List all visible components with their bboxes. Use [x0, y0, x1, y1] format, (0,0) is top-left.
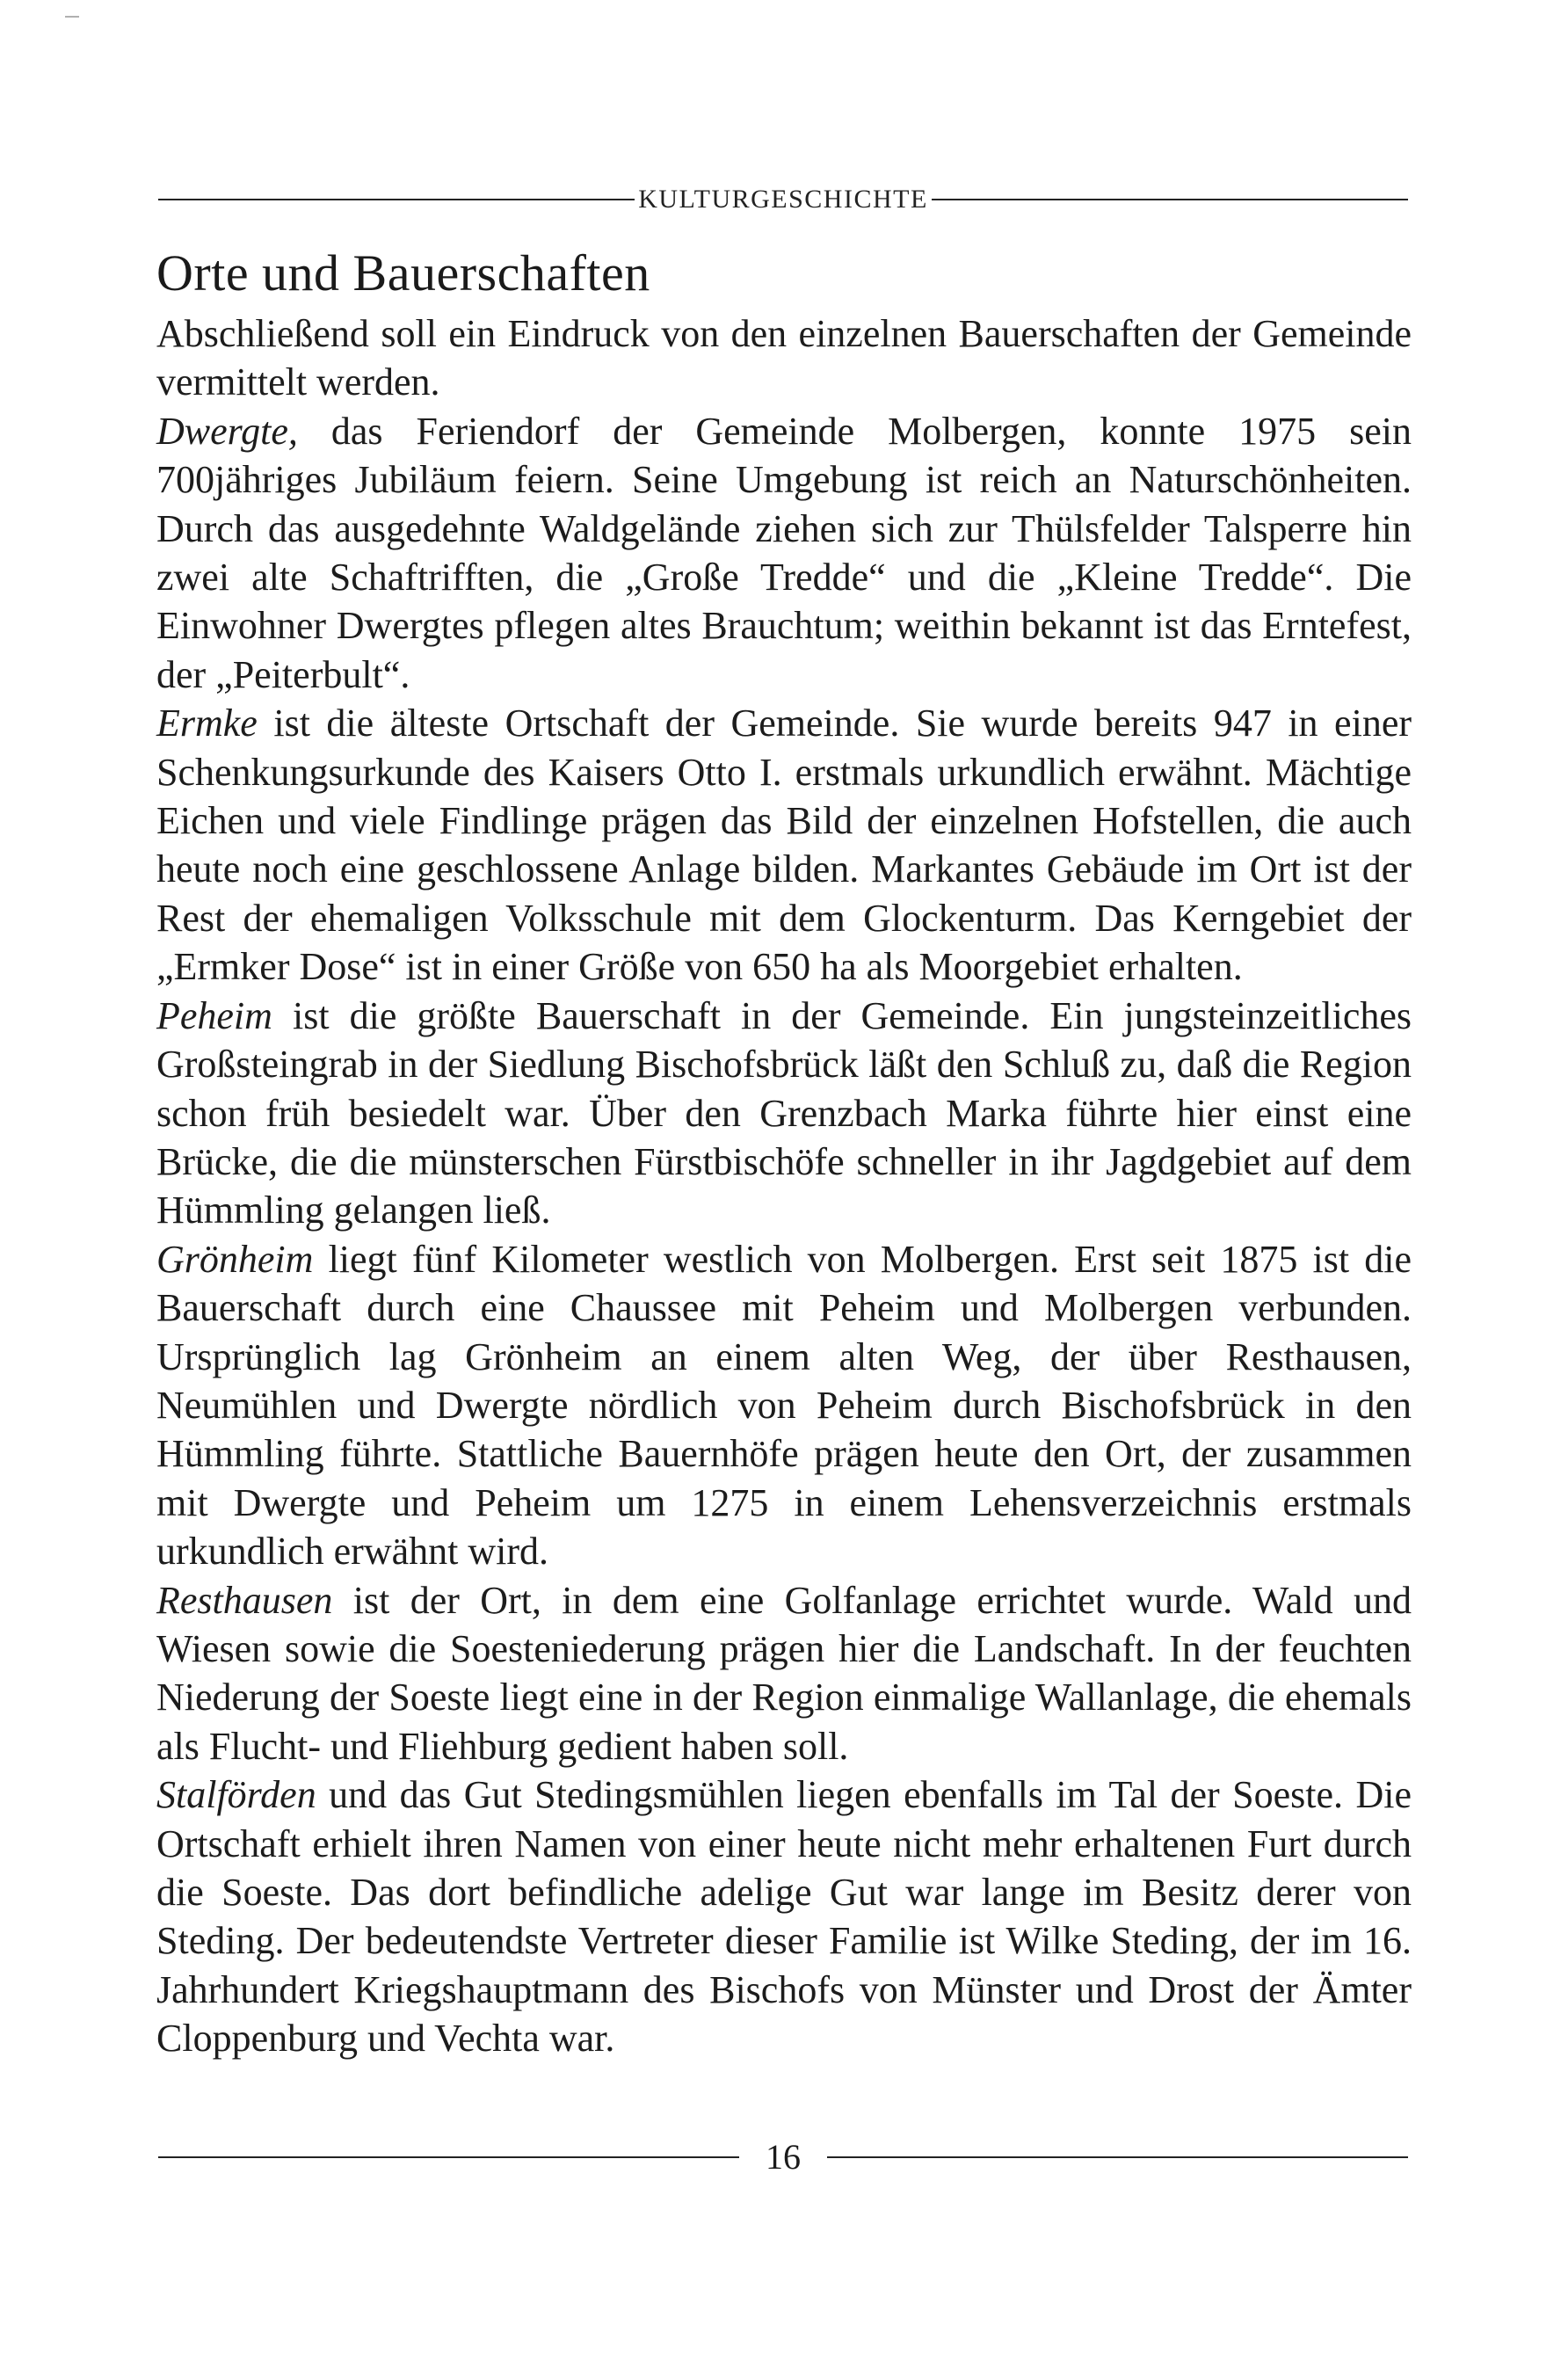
paragraph-peheim — [156, 992, 1412, 1235]
paragraph-text: ist die älteste Ortschaft der Gemeinde. Sie wurde bereits 947 in einer Schenkungsurkunde des Kaisers Otto I. erstmals urkundlich erwähnt. Mächtige Eichen und viele Findlinge prägen das Bild der einzelnen Hofstellen, die auch heute noch eine geschlossene Anlage bilden. Markantes Gebäude im Ort ist der Rest der ehemaligen Volksschule mit dem Glockenturm. Das Kerngebiet der „Ermker Dose“ ist in einer Größe von 650 ha als Moorgebiet erhalten. — [156, 702, 1412, 989]
paragraph-ermke — [156, 699, 1412, 991]
running-head-label: KULTURGESCHICHTE — [638, 185, 928, 214]
paragraph-resthausen — [156, 1576, 1412, 1771]
place-name: Ermke — [156, 702, 258, 745]
paragraph-groenheim — [156, 1235, 1412, 1576]
place-name: Grönheim — [156, 1237, 314, 1281]
place-name: Dwergte, — [156, 409, 298, 453]
scan-mark — [65, 16, 79, 18]
footer-rule-right — [827, 2156, 1408, 2158]
place-name: Peheim — [156, 993, 272, 1037]
running-head-rule-right — [932, 199, 1408, 200]
page-footer — [158, 2137, 1408, 2177]
paragraph-text: und das Gut Stedingsmühlen liegen ebenfalls im Tal der Soeste. Die Ortschaft erhielt ihren Namen von einer heute nicht mehr erhaltenen Furt durch die Soeste. Das dort befindliche adelige Gut war lange im Besitz derer von Steding. Der bedeutendste Vertreter dieser Familie ist Wilke Steding, der im 16. Jahrhundert Kriegshauptmann des Bischofs von Münster und Drost der Ämter Cloppenburg und Vechta war. — [156, 1773, 1412, 2061]
paragraph-text: Abschließend soll ein Eindruck von den einzelnen Bauerschaften der Gemeinde vermittelt werden. — [156, 312, 1412, 404]
paragraph-dwergte — [156, 407, 1412, 699]
paragraph-text: ist die größte Bauerschaft in der Gemeinde. Ein jungsteinzeitliches Großsteingrab in der Siedlung Bischofsbrück läßt den Schluß zu, daß die Region schon früh besiedelt war. Über den Grenzbach Marka führte hier einst eine Brücke, die die münsterschen Fürstbischöfe schneller in ihr Jagdgebiet auf dem Hümmling gelangen ließ. — [156, 993, 1412, 1232]
place-name: Stalförden — [156, 1773, 316, 1817]
running-head — [158, 186, 1408, 213]
paragraph-text: ist der Ort, in dem eine Golfanlage errichtet wurde. Wald und Wiesen sowie die Soesteniederung prägen hier die Landschaft. In der feuchten Niederung der Soeste liegt eine in der Region einmalige Wallanlage, die ehemals als Flucht- und Fliehburg gedient haben soll. — [156, 1578, 1412, 1768]
paragraph-stalfoerden — [156, 1770, 1412, 2062]
page-number: 16 — [766, 2137, 801, 2177]
running-head-rule-left — [158, 199, 635, 200]
paragraph-intro — [156, 309, 1412, 407]
footer-rule-left — [158, 2156, 739, 2158]
body-text — [156, 309, 1412, 2063]
paragraph-text: das Feriendorf der Gemeinde Molbergen, konnte 1975 sein 700jähriges Jubiläum feiern. Seine Umgebung ist reich an Naturschönheiten. Durch das ausgedehnte Waldgelände ziehen sich zur Thülsfelder Talsperre hin zwei alte Schaftrifften, die „Große Tredde“ und die „Kleine Tredde“. Die Einwohner Dwergtes pflegen altes Brauchtum; weithin bekannt ist das Erntefest, der „Peiterbult“. — [156, 409, 1412, 696]
place-name: Resthausen — [156, 1578, 333, 1622]
paragraph-text: liegt fünf Kilometer westlich von Molbergen. Erst seit 1875 ist die Bauerschaft durch eine Chaussee mit Peheim und Molbergen verbunden. Ursprünglich lag Grönheim an einem alten Weg, der über Resthausen, Neumühlen und Dwergte nördlich von Peheim durch Bischofsbrück in den Hümmling führte. Stattliche Bauernhöfe prägen heute den Ort, der zusammen mit Dwergte und Peheim um 1275 in einem Lehensverzeichnis erstmals urkundlich erwähnt wird. — [156, 1237, 1412, 1574]
section-title: Orte und Bauerschaften — [156, 244, 650, 302]
